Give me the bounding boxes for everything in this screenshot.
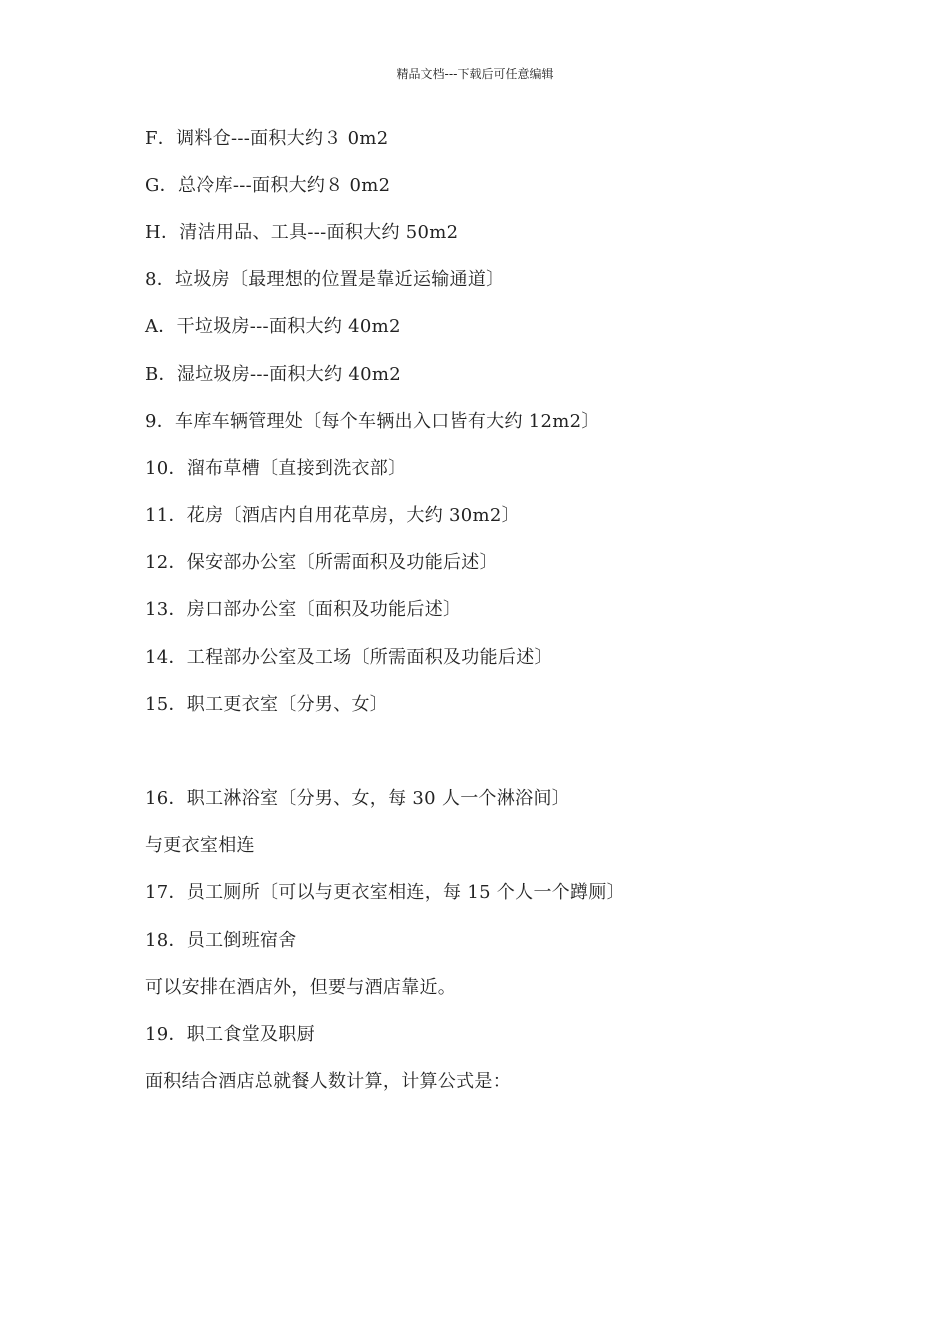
list-item-13: 13．房口部办公室〔面积及功能后述〕 — [145, 599, 462, 620]
list-item-8: 8．垃圾房〔最理想的位置是靠近运输通道〕 — [145, 269, 505, 290]
list-item-g: G．总冷库---面积大约８ 0m2 — [145, 175, 391, 196]
paragraph-line: 与更衣室相连 — [145, 835, 255, 856]
paragraph-line: 面积结合酒店总就餐人数计算，计算公式是： — [145, 1071, 511, 1092]
list-item-a: A．干垃圾房---面积大约 40m2 — [145, 316, 401, 337]
list-item-17: 17．员工厕所〔可以与更衣室相连，每 15 个人一个蹲厕〕 — [145, 882, 625, 903]
list-item-19: 19．职工食堂及职厨 — [145, 1024, 315, 1045]
list-item-9: 9．车库车辆管理处〔每个车辆出入口皆有大约 12m2〕 — [145, 411, 600, 432]
list-item-f: F．调料仓---面积大约３ 0m2 — [145, 128, 389, 149]
list-item-18: 18．员工倒班宿舍 — [145, 930, 297, 951]
list-item-14: 14．工程部办公室及工场〔所需面积及功能后述〕 — [145, 647, 553, 668]
list-item-16: 16．职工淋浴室〔分男、女，每 30 人一个淋浴间〕 — [145, 788, 571, 809]
page-header: 精品文档---下载后可任意编辑 — [396, 67, 554, 81]
list-item-b: B．湿垃圾房---面积大约 40m2 — [145, 364, 402, 385]
list-item-11: 11．花房〔酒店内自用花草房，大约 30m2〕 — [145, 505, 520, 526]
list-item-12: 12．保安部办公室〔所需面积及功能后述〕 — [145, 552, 498, 573]
paragraph-line: 可以安排在酒店外，但要与酒店靠近。 — [145, 977, 457, 998]
list-item-15: 15．职工更衣室〔分男、女〕 — [145, 694, 389, 715]
list-item-h: H．清洁用品、工具---面积大约 50m2 — [145, 222, 459, 243]
list-item-10: 10．溜布草槽〔直接到洗衣部〕 — [145, 458, 407, 479]
